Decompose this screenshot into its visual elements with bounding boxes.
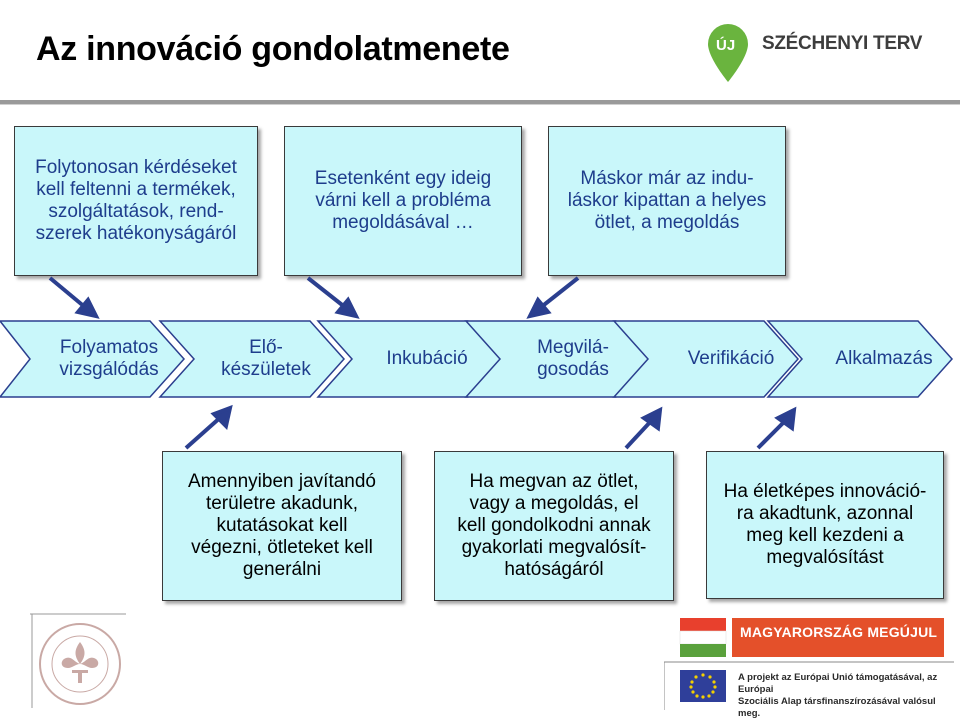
arrow-line-4 (186, 416, 222, 448)
top-box-1-text: Folytonosan kérdéseket kell feltenni a termékek, szolgáltatások, rend- szerek hatékonyságáról (35, 157, 237, 244)
bottom-box-1-text: Amennyiben javítandó területre akadunk, kutatásokat kell végezni, ötleteket kell generálni (187, 471, 376, 580)
logo-title: SZÉCHENYI TERV (762, 33, 923, 54)
university-seal-logo (30, 612, 126, 708)
arrow-line-1 (50, 278, 86, 308)
bottom-box-1 (162, 451, 402, 601)
top-box-3-text: Máskor már az indu- láskor kipattan a helyes ötlet, a megoldás (567, 168, 767, 233)
bottom-box-2-text: Ha megvan az ötlet, vagy a megoldás, el kell gondolkodni annak gyakorlati megvalósít- hatóságáról (457, 471, 651, 580)
arrow-line-6 (758, 420, 786, 448)
step-megvilagosodas: Megvilá- gosodás (537, 337, 609, 380)
step-verifikacio: Verifikáció (687, 348, 775, 369)
logo-uj-text: ÚJ (716, 37, 736, 54)
page-title: Az innováció gondolatmenete (36, 30, 510, 68)
step-alkalmazas: Alkalmazás (835, 348, 933, 369)
step-folyamatos-vizsgalodas: Folyamatos vizsgálódás (59, 337, 159, 380)
eu-funding-note: A projekt az Európai Unió támogatásával, az Európai Szociális Alap társfinanszírozásával valósul meg. (738, 672, 938, 719)
arrow-line-5 (626, 420, 652, 448)
fleur-de-lis-icon (62, 642, 99, 683)
arrow-line-3 (540, 278, 578, 308)
bottom-box-2 (434, 451, 674, 601)
bottom-box-3 (706, 451, 944, 599)
top-box-2-text: Esetenként egy ideig várni kell a probléma megoldásával … (314, 168, 492, 233)
magyarorszag-megujul-text: MAGYARORSZÁG MEGÚJUL (740, 624, 938, 640)
step-elokeszuletek: Elő- készületek (221, 337, 311, 380)
flag-red-stripe (680, 618, 726, 631)
flag-white-stripe (680, 631, 726, 644)
flag-green-stripe (680, 644, 726, 657)
arrow-line-2 (308, 278, 346, 308)
bottom-box-3-text: Ha életképes innováció- ra akadtunk, azonnal meg kell kezdeni a megvalósítást (723, 481, 927, 568)
step-inkubacio: Inkubáció (386, 348, 468, 369)
